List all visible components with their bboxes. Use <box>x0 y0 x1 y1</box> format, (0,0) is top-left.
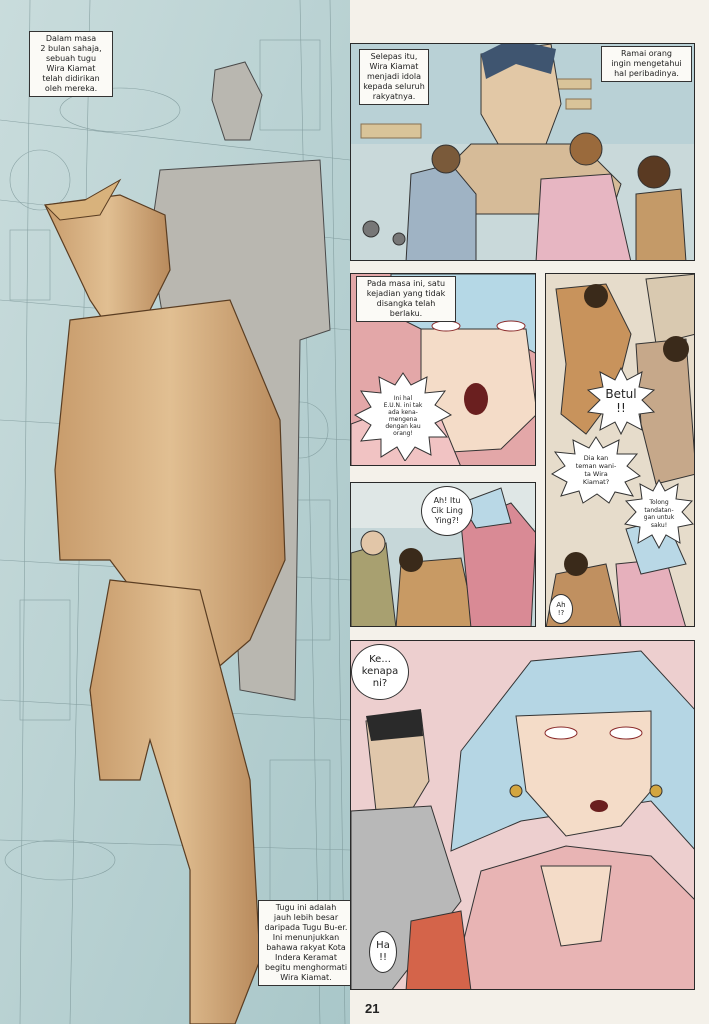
caption-incident: Pada masa ini, satu kejadian yang tidak disangka telah berlaku. <box>356 276 456 322</box>
speech-burst-betul-text: Betul !! <box>605 387 637 415</box>
speech-burst-tolong-text: Tolong tandatan- gan untuk saku! <box>643 499 675 529</box>
speech-burst-teman-text: Dia kan teman wani- ta Wira Kiamat? <box>575 454 617 486</box>
caption-monument-size: Tugu ini adalah jauh lebih besar daripada Tugu Bu-er. Ini menunjukkan bahawa rakyat Kota Indera Keramat begitu menghormati Wira Kiamat. <box>258 900 350 986</box>
panel-crowd <box>350 43 695 261</box>
caption-curiosity: Ramai orang ingin mengetahui hal peribadinya. <box>601 46 692 82</box>
closeup-art <box>351 641 695 990</box>
caption-idol: Selepas itu, Wira Kiamat menjadi idola kepada seluruh rakyatnya. <box>359 49 429 105</box>
speech-burst-eun-text: Ini hal E.U.N. ini tak ada kena- mengena dengan kau orang! <box>383 395 423 437</box>
page-number: 21 <box>365 1001 380 1016</box>
speech-balloon-ha: Ha !! <box>369 931 397 973</box>
panel-closeup <box>350 640 695 990</box>
speech-balloon-kenapa: Ke... kenapa ni? <box>351 644 409 700</box>
speech-balloon-ah: Ah !? <box>549 594 573 624</box>
caption-monument-built: Dalam masa 2 bulan sahaja, sebuah tugu Wira Kiamat telah didirikan oleh mereka. <box>29 31 113 97</box>
panel-shock <box>350 273 536 466</box>
panel-fans <box>545 273 695 627</box>
panel-monument <box>0 0 350 1024</box>
speech-balloon-ling-ying: Ah! Itu Cik Ling Ying?! <box>421 486 473 536</box>
monument-art <box>0 0 350 1024</box>
panel-ling-ying <box>350 482 536 627</box>
